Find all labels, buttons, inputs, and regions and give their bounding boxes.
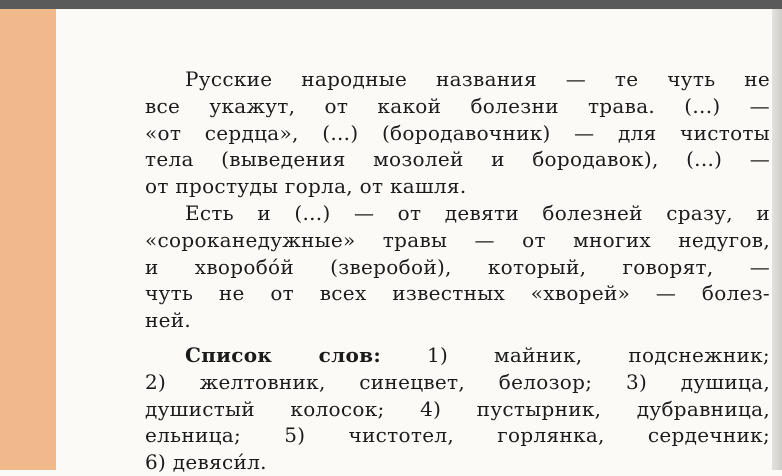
top-edge-strip <box>0 0 782 9</box>
word-list-line: 6) девяси́л. <box>145 450 267 475</box>
paragraph-2 <box>145 200 770 334</box>
paragraph-line: все укажут, от какой болезни трава. (...) — <box>145 93 770 118</box>
word-list-line: 2) желтовник, синецвет, белозор; 3) душица, <box>145 369 770 394</box>
word-list-heading: Список слов: <box>185 342 382 367</box>
paragraph-line: чуть не от всех известных «хворей» — болез- <box>145 281 770 306</box>
word-list-line: душистый колосок; 4) пустырник, дубравница, <box>145 396 770 421</box>
paragraph-line: тела (выведения мозолей и бородавок), (...) — <box>145 147 770 172</box>
paragraph-1 <box>145 66 770 200</box>
word-list <box>145 342 770 476</box>
word-list-line: ельница; 5) чистотел, горлянка, сердечник; <box>145 423 770 448</box>
paragraph-line: от простуды горла, от кашля. <box>145 174 467 199</box>
paragraph-line: «сороканедужные» травы — от многих недугов, <box>145 227 770 252</box>
page-left-margin-band <box>0 9 56 470</box>
paragraph-line: «от сердца», (...) (бородавочник) — для чистоты <box>145 120 770 145</box>
section-spacer <box>145 334 770 342</box>
word-list-first-line-rest: 1) майник, подснежник; <box>426 342 770 367</box>
paragraph-line: и хворобо́й (зверобой), который, говорят, — <box>145 254 770 279</box>
paragraph-line: Русские народные названия — те чуть не <box>185 67 770 91</box>
paragraph-line: Есть и (...) — от девяти болезней сразу, и <box>185 200 770 225</box>
paragraph-line: ней. <box>145 308 192 333</box>
word-list-first-line <box>145 342 770 369</box>
page-right-edge <box>772 9 782 470</box>
text-block <box>145 66 770 476</box>
